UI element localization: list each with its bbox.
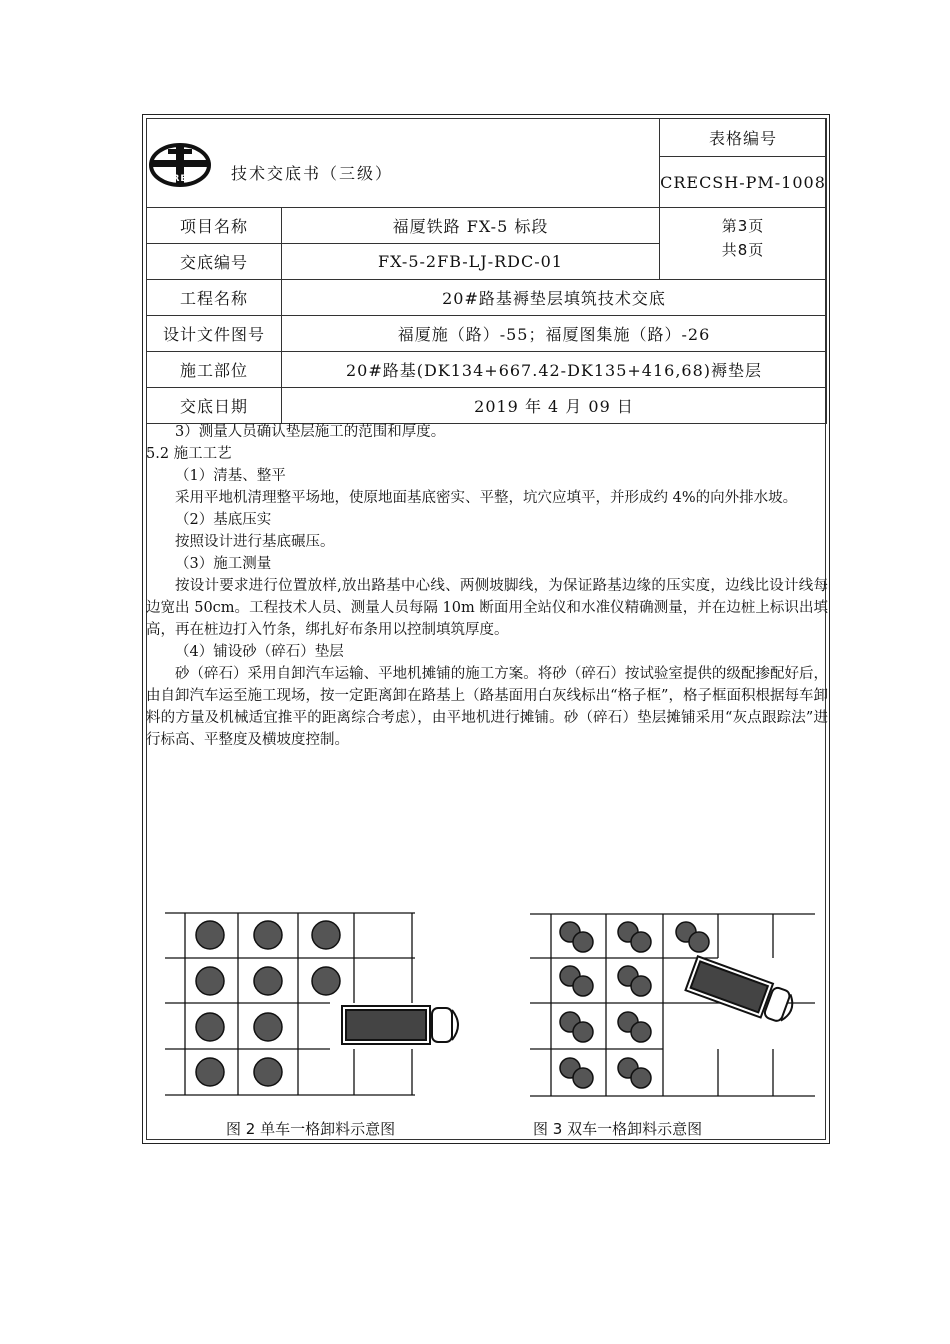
form-number: CRECSH-PM-1008	[660, 157, 827, 208]
project-name: 福厦铁路 FX-5 标段	[282, 208, 660, 244]
location-label: 施工部位	[147, 352, 282, 388]
figure-single-truck-diagram	[160, 908, 460, 1103]
work-name-label: 工程名称	[147, 280, 282, 316]
header-table	[146, 118, 827, 424]
step-heading: （3）施工测量	[175, 556, 272, 572]
step-heading: （2）基底压实	[175, 512, 272, 528]
dump-truck-icon	[686, 956, 798, 1026]
figure-3-caption: 图 3 双车一格卸料示意图	[533, 1120, 703, 1138]
svg-text:CREC: CREC	[164, 174, 196, 184]
company-logo-icon	[149, 143, 211, 187]
brief-number: FX-5-2FB-LJ-RDC-01	[282, 244, 660, 280]
document-title: 技术交底书（三级）	[231, 164, 394, 183]
design-doc-label: 设计文件图号	[147, 316, 282, 352]
step-heading: （4）铺设砂（碎石）垫层	[175, 644, 344, 660]
paragraph: 采用平地机清理整平场地，使原地面基底密实、平整，坑穴应填平，并形成约 4%的向外排水坡。	[175, 490, 798, 506]
title-cell	[147, 119, 660, 208]
step-heading: （1）清基、整平	[175, 468, 286, 484]
project-name-label: 项目名称	[147, 208, 282, 244]
brief-number-label: 交底编号	[147, 244, 282, 280]
date: 2019 年 4 月 09 日	[282, 388, 827, 424]
paragraph: 按照设计进行基底碾压。	[175, 534, 335, 550]
paragraph: 按设计要求进行位置放样,放出路基中心线、两侧坡脚线，为保证路基边缘的压实度，边线比设计线每边宽出 50cm。工程技术人员、测量人员每隔 10m 断面用全站仪和水准仪精确测量，并在边桩上标识出填高，再在桩边打入竹条，绑扎好布条用以控制填筑厚度。	[146, 578, 828, 638]
body-text	[146, 421, 828, 751]
material-pile-icon	[560, 922, 709, 1088]
figure-double-truck-diagram	[528, 908, 828, 1103]
work-name: 20#路基褥垫层填筑技术交底	[282, 280, 827, 316]
page-total: 共8页	[721, 241, 765, 259]
paragraph: 砂（碎石）采用自卸汽车运输、平地机摊铺的施工方案。将砂（碎石）按试验室提供的级配掺配好后，由自卸汽车运至施工现场，按一定距离卸在路基上（路基面用白灰线标出“格子框”，格子框面积根据每车卸料的方量及机械适宜推平的距离综合考虑），由平地机进行摊铺。砂（碎石）垫层摊铺采用“灰点跟踪法”进行标高、平整度及横坡度控制。	[146, 666, 828, 748]
paragraph: 3）测量人员确认垫层施工的范围和厚度。	[175, 424, 446, 440]
date-label: 交底日期	[147, 388, 282, 424]
section-heading: 5.2 施工工艺	[146, 446, 232, 462]
page-current: 第3页	[721, 217, 765, 235]
design-doc: 福厦施（路）-55；福厦图集施（路）-26	[282, 316, 827, 352]
figure-2-caption: 图 2 单车一格卸料示意图	[226, 1120, 396, 1138]
dump-truck-icon	[342, 1006, 458, 1044]
form-number-label: 表格编号	[660, 119, 827, 157]
location: 20#路基(DK134+667.42-DK135+416,68)褥垫层	[282, 352, 827, 388]
page-info	[660, 208, 827, 280]
